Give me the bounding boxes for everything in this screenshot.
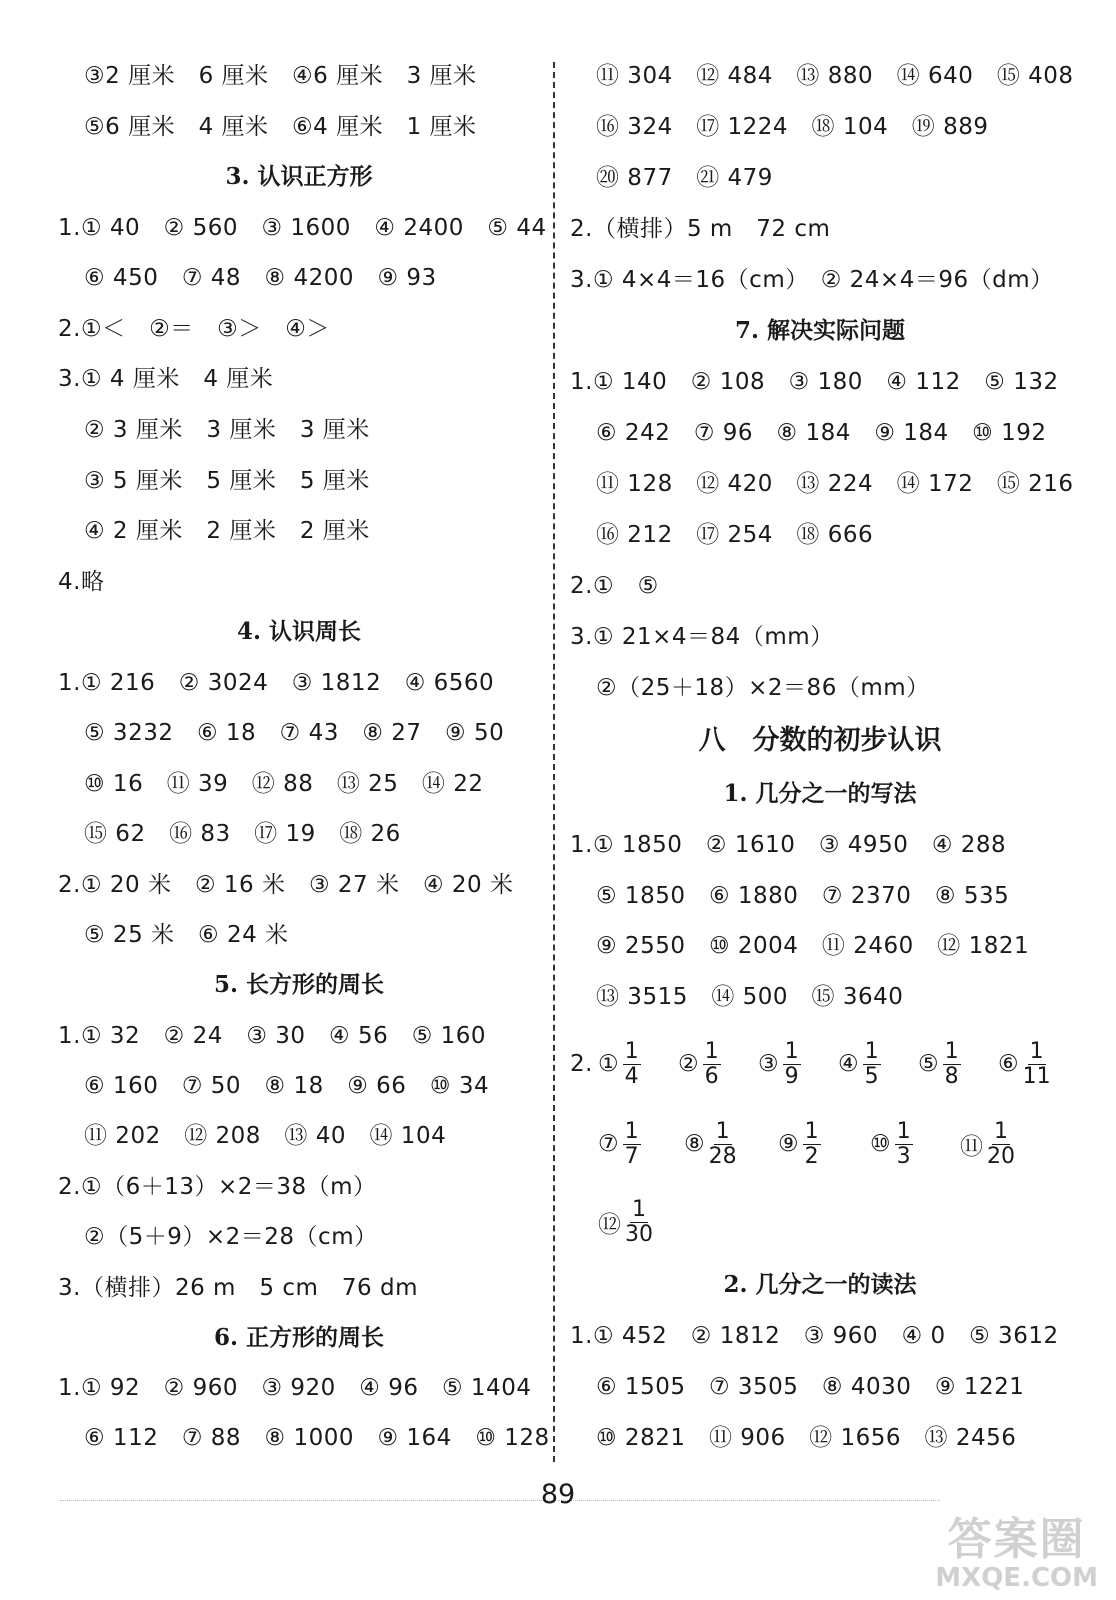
- answer-line: ⑪ 304 ⑫ 484 ⑬ 880 ⑭ 640 ⑮ 408: [596, 63, 1074, 89]
- fraction-answer-row: [570, 1114, 1070, 1174]
- chapter-heading-fractions: 八 分数的初步认识: [698, 725, 942, 756]
- fraction-item: ① $\frac{1}{4}$: [598, 1038, 639, 1089]
- fraction-item: ⑥ $\frac{1}{11}$: [998, 1038, 1051, 1089]
- answer-line: 3.① 21×4＝84（mm）: [570, 624, 834, 650]
- answer-line: ⑥ 112 ⑦ 88 ⑧ 1000 ⑨ 164 ⑩ 128: [84, 1425, 550, 1451]
- fraction-item: ④ $\frac{1}{5}$: [838, 1038, 879, 1089]
- answer-line: ⑤ 3232 ⑥ 18 ⑦ 43 ⑧ 27 ⑨ 50: [84, 720, 505, 746]
- answer-line: ②（5＋9）×2＝28（cm）: [84, 1224, 378, 1250]
- answer-line: ⑩ 2821 ⑪ 906 ⑫ 1656 ⑬ 2456: [596, 1425, 1017, 1451]
- fraction-item: ⑪ $\frac{1}{20}$: [960, 1118, 1015, 1169]
- answer-line: 1.① 216 ② 3024 ③ 1812 ④ 6560: [58, 670, 495, 696]
- answer-line: ② 3 厘米 3 厘米 3 厘米: [84, 417, 370, 443]
- question-number: 2.: [570, 1051, 593, 1077]
- answer-line: ②（25＋18）×2＝86（mm）: [596, 675, 930, 701]
- answer-line: ⑥ 160 ⑦ 50 ⑧ 18 ⑨ 66 ⑩ 34: [84, 1073, 490, 1099]
- answer-line: ⑯ 212 ⑰ 254 ⑱ 666: [596, 522, 874, 548]
- section-heading-rectangle-perimeter: 5. 长方形的周长: [213, 971, 385, 998]
- answer-line: ⑬ 3515 ⑭ 500 ⑮ 3640: [596, 984, 904, 1010]
- answer-line: 2.① 20 米 ② 16 米 ③ 27 米 ④ 20 米: [58, 872, 514, 898]
- answer-line: ⑨ 2550 ⑩ 2004 ⑪ 2460 ⑫ 1821: [596, 933, 1030, 959]
- answer-line: 4.略: [58, 569, 105, 595]
- fraction-item: ⑤ $\frac{1}{8}$: [918, 1038, 959, 1089]
- answer-line: 1.① 40 ② 560 ③ 1600 ④ 2400 ⑤ 44: [58, 215, 547, 241]
- section-heading-square-perimeter: 6. 正方形的周长: [213, 1324, 385, 1351]
- answer-line: ③ 5 厘米 5 厘米 5 厘米: [84, 468, 370, 494]
- answer-line: 2.①（6＋13）×2＝38（m）: [58, 1174, 377, 1200]
- answer-line: ⑥ 450 ⑦ 48 ⑧ 4200 ⑨ 93: [84, 265, 437, 291]
- section-heading-practical-problems: 7. 解决实际问题: [734, 317, 906, 344]
- answer-line: ④ 2 厘米 2 厘米 2 厘米: [84, 518, 370, 544]
- answer-line: ⑩ 16 ⑪ 39 ⑫ 88 ⑬ 25 ⑭ 22: [84, 771, 484, 797]
- answer-line: 1.① 452 ② 1812 ③ 960 ④ 0 ⑤ 3612: [570, 1323, 1059, 1349]
- section-heading-perimeter: 4. 认识周长: [236, 618, 362, 645]
- answer-line: 2.（横排）5 m 72 cm: [570, 216, 831, 242]
- watermark-logo: 答案圈 MXQE.COM: [935, 1514, 1098, 1593]
- answer-line: 1.① 1850 ② 1610 ③ 4950 ④ 288: [570, 832, 1007, 858]
- fraction-item: ⑧ $\frac{1}{28}$: [684, 1118, 737, 1169]
- answer-line: ⑥ 1505 ⑦ 3505 ⑧ 4030 ⑨ 1221: [596, 1374, 1025, 1400]
- fraction-answer-row: [570, 1192, 770, 1252]
- section-heading-writing-fractions: 1. 几分之一的写法: [723, 780, 917, 807]
- column-divider: [553, 62, 555, 1462]
- answer-line: 2.① ⑤: [570, 573, 659, 599]
- answer-line: ⑮ 62 ⑯ 83 ⑰ 19 ⑱ 26: [84, 821, 401, 847]
- answer-line: ⑯ 324 ⑰ 1224 ⑱ 104 ⑲ 889: [596, 114, 989, 140]
- answer-line: 2.①＜ ②＝ ③＞ ④＞: [58, 316, 330, 342]
- fraction-item: ③ $\frac{1}{9}$: [758, 1038, 799, 1089]
- section-heading-recognize-square: 3. 认识正方形: [225, 163, 373, 190]
- answer-line: 3.（横排）26 m 5 cm 76 dm: [58, 1275, 419, 1301]
- answer-line: 1.① 32 ② 24 ③ 30 ④ 56 ⑤ 160: [58, 1023, 487, 1049]
- fraction-item: ⑩ $\frac{1}{3}$: [870, 1118, 911, 1169]
- answer-line: 1.① 140 ② 108 ③ 180 ④ 112 ⑤ 132: [570, 369, 1059, 395]
- answer-line: 1.① 92 ② 960 ③ 920 ④ 96 ⑤ 1404: [58, 1375, 532, 1401]
- answer-line: ⑪ 202 ⑫ 208 ⑬ 40 ⑭ 104: [84, 1123, 447, 1149]
- fraction-item: ⑨ $\frac{1}{2}$: [778, 1118, 819, 1169]
- answer-line: ③2 厘米 6 厘米 ④6 厘米 3 厘米: [84, 63, 477, 89]
- answer-line: ⑥ 242 ⑦ 96 ⑧ 184 ⑨ 184 ⑩ 192: [596, 420, 1047, 446]
- answer-line: ⑤ 25 米 ⑥ 24 米: [84, 922, 289, 948]
- fraction-item: ② $\frac{1}{6}$: [678, 1038, 719, 1089]
- fraction-item: ⑫ $\frac{1}{30}$: [598, 1196, 653, 1247]
- answer-line: 3.① 4×4＝16（cm） ② 24×4＝96（dm）: [570, 267, 1054, 293]
- answer-line: ⑪ 128 ⑫ 420 ⑬ 224 ⑭ 172 ⑮ 216: [596, 471, 1074, 497]
- answer-line: ⑤ 1850 ⑥ 1880 ⑦ 2370 ⑧ 535: [596, 883, 1010, 909]
- page-number: 89: [540, 1479, 576, 1510]
- answer-line: ⑤6 厘米 4 厘米 ⑥4 厘米 1 厘米: [84, 114, 477, 140]
- fraction-answer-row: [570, 1034, 1070, 1094]
- answer-line: 3.① 4 厘米 4 厘米: [58, 366, 274, 392]
- fraction-item: ⑦ $\frac{1}{7}$: [598, 1118, 639, 1169]
- answer-line: ⑳ 877 ㉑ 479: [596, 165, 773, 191]
- section-heading-reading-fractions: 2. 几分之一的读法: [723, 1271, 917, 1298]
